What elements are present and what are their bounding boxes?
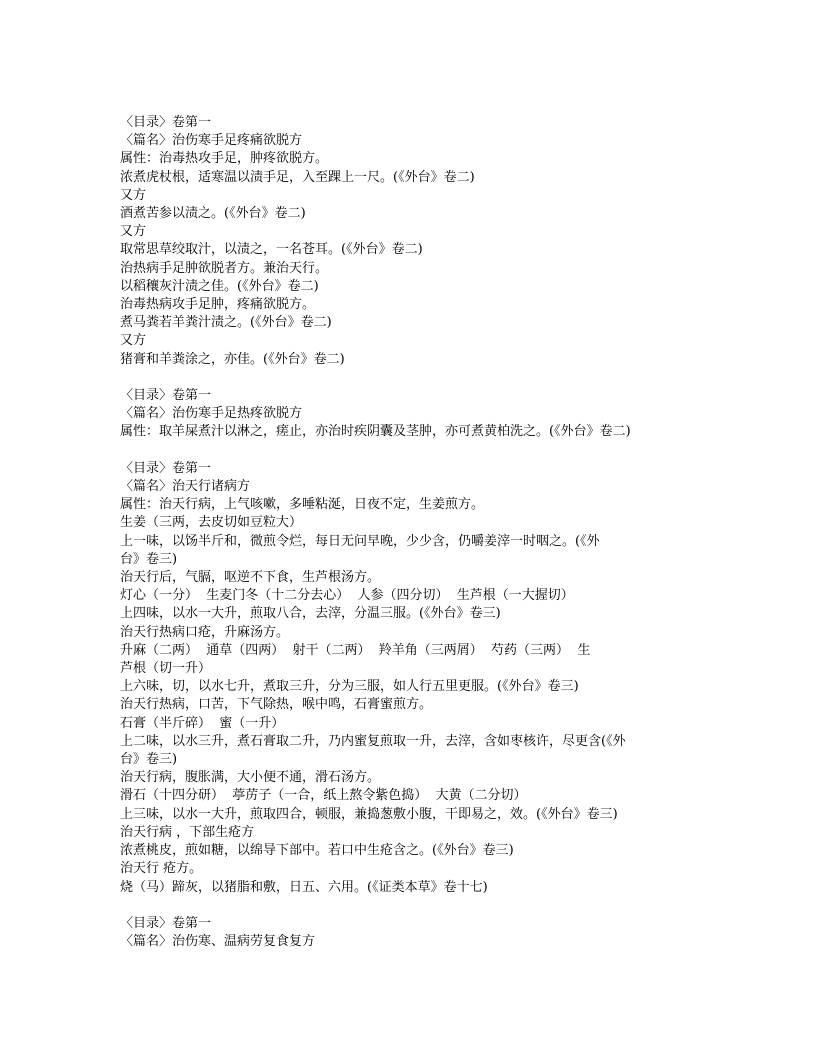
- text-line: 台》卷三): [120, 551, 178, 567]
- text-line: 治热病手足肿欲脱者方。兼治天行。: [120, 260, 329, 276]
- text-line: 〈目录〉卷第一: [120, 915, 212, 931]
- section-gap: [120, 442, 700, 460]
- text-line: 上一味，以饧半斤和，微煎令烂，每日无问早晚，少少含，仍嚼姜滓一时咽之。(《外: [120, 533, 600, 549]
- text-line: 浓煮虎杖根，适寒温以渍手足，入至踝上一尺。(《外台》卷二): [120, 169, 475, 185]
- text-line: 〈篇名〉治天行诸病方: [120, 479, 251, 495]
- text-line: 治毒热病攻手足肿，疼痛欲脱方。: [120, 297, 316, 313]
- document-section: [120, 114, 700, 369]
- text-line: 治天行 疮方。: [120, 861, 203, 877]
- text-line: 煮马粪若羊粪汁渍之。(《外台》卷二): [120, 315, 332, 331]
- text-line: 台》卷三): [120, 752, 178, 768]
- text-line: 治天行后，气膈，呕逆不下食，生芦根汤方。: [120, 570, 381, 586]
- text-line: 以稻穰灰汁渍之佳。(《外台》卷二): [120, 278, 319, 294]
- text-line: 〈篇名〉治伤寒手足热疼欲脱方: [120, 406, 303, 422]
- text-line: 酒煮苦参以渍之。(《外台》卷二): [120, 206, 306, 222]
- text-line: 灯心（一分） 生麦门冬（十二分去心） 人参（四分切） 生芦根（一大握切）: [120, 588, 574, 604]
- text-line: 属性：治天行病，上气咳嗽，多唾粘涎，日夜不定，生姜煎方。: [120, 497, 485, 513]
- text-line: 〈目录〉卷第一: [120, 115, 212, 130]
- text-line: 又方: [120, 224, 147, 240]
- text-line: 芦根（切一升）: [120, 661, 212, 677]
- text-line: 上四味，以水一大升，煎取八合，去滓，分温三服。(《外台》卷三): [120, 606, 501, 622]
- section-gap: [120, 369, 700, 387]
- text-line: 治天行病 ，下部生疮方: [120, 824, 255, 840]
- document-section: [120, 915, 700, 951]
- text-line: 浓煮桃皮，煎如糖，以绵导下部中。若口中生疮含之。(《外台》卷三): [120, 843, 514, 859]
- text-line: 烧（马）蹄灰，以猪脂和敷，日五、六用。(《证类本草》卷十七): [120, 879, 488, 895]
- text-line: 滑石（十四分研） 葶苈子（一合，纸上熬令紫色捣） 大黄（二分切）: [120, 788, 527, 804]
- text-line: 〈篇名〉治伤寒手足疼痛欲脱方: [120, 133, 303, 149]
- text-line: 治天行热病，口苦，下气除热，喉中鸣，石膏蜜煎方。: [120, 697, 433, 713]
- document-body: [120, 114, 700, 951]
- text-line: 取常思草绞取汁，以渍之，一名苍耳。(《外台》卷二): [120, 242, 423, 258]
- text-line: 属性：取羊屎煮汁以淋之，瘥止，亦治时疾阴囊及茎肿，亦可煮黄柏洗之。(《外台》卷二): [120, 424, 631, 440]
- text-line: 〈篇名〉治伤寒、温病劳复食复方: [120, 934, 316, 950]
- document-section: [120, 387, 700, 442]
- section-gap: [120, 897, 700, 915]
- text-line: 又方: [120, 187, 147, 203]
- text-line: 又方: [120, 333, 147, 349]
- text-line: 治天行热病口疮，升麻汤方。: [120, 624, 290, 640]
- text-line: 治天行病，腹胀满，大小便不通，滑石汤方。: [120, 770, 381, 786]
- text-line: 上二味，以水三升，煮石膏取二升，乃内蜜复煎取一升，去滓，含如枣核许，尽更含(《外: [120, 733, 626, 749]
- text-line: 〈目录〉卷第一: [120, 460, 212, 476]
- text-line: 〈目录〉卷第一: [120, 388, 212, 404]
- text-line: 升麻（二两） 通草（四两） 射干（二两） 羚羊角（三两屑） 芍药（三两） 生: [120, 642, 591, 658]
- text-line: 生姜（三两，去皮切如豆粒大）: [120, 515, 303, 531]
- text-line: 上六味，切，以水七升，煮取三升，分为三服，如人行五里更服。(《外台》卷三): [120, 679, 579, 695]
- text-line: 猪膏和羊粪涂之，亦佳。(《外台》卷二): [120, 351, 345, 367]
- text-line: 属性：治毒热攻手足，肿疼欲脱方。: [120, 151, 329, 167]
- text-line: 石膏（半斤碎） 蜜（一升）: [120, 715, 285, 731]
- text-line: 上三味，以水一大升，煎取四合，顿服，兼捣葱敷小腹，干即易之，效。(《外台》卷三): [120, 806, 618, 822]
- document-section: [120, 460, 700, 897]
